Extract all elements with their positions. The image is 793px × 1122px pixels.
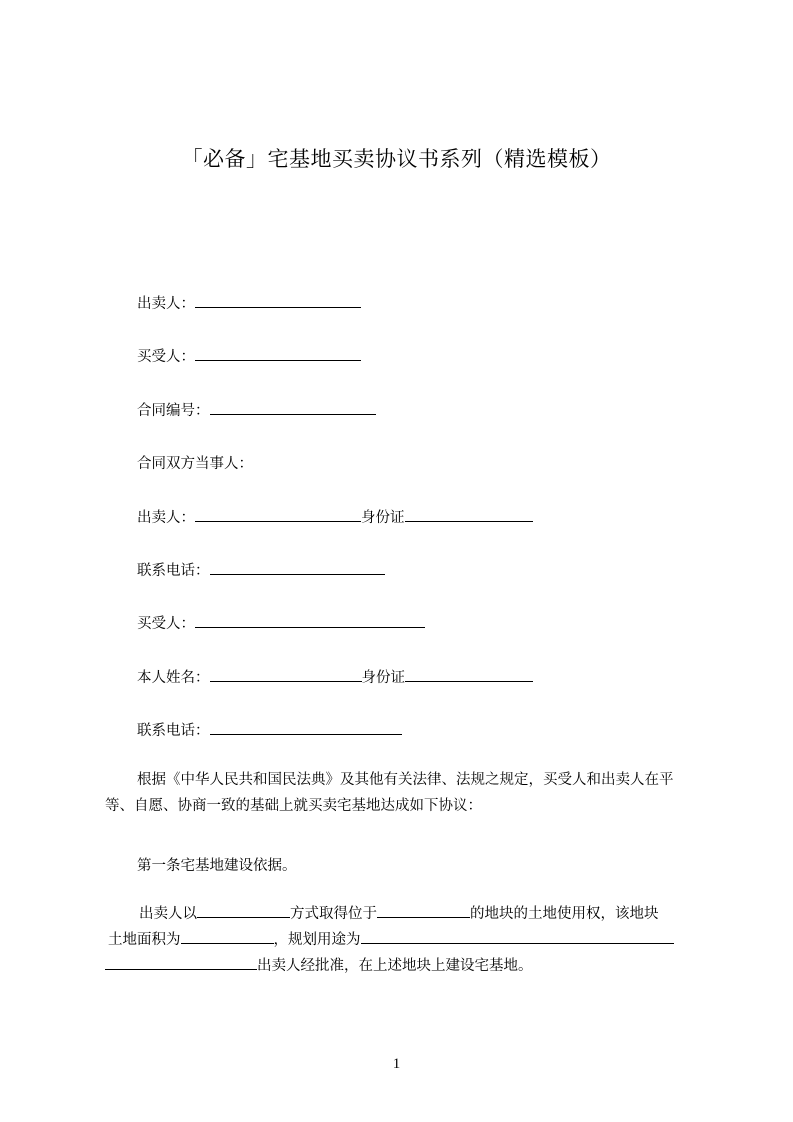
contract-no-line	[137, 399, 376, 420]
article1-text-2: 方式取得位于	[290, 906, 377, 922]
name-line	[137, 666, 533, 687]
parties-line	[137, 452, 253, 473]
page-number: 1	[392, 1056, 401, 1072]
article1-text-6: 出卖人经批准，在上述地块上建设宅基地。	[257, 958, 533, 974]
phone2-label: 联系电话：	[137, 723, 210, 739]
article1-text-4: 土地面积为	[108, 932, 181, 948]
article1-heading: 第一条宅基地建设依据。	[137, 858, 297, 874]
parties-label: 合同双方当事人：	[137, 456, 253, 472]
area-blank[interactable]	[181, 929, 274, 944]
id-card2-blank[interactable]	[405, 667, 533, 682]
name-blank[interactable]	[210, 667, 362, 682]
id-card-blank[interactable]	[405, 507, 533, 522]
phone2-blank[interactable]	[210, 720, 402, 735]
seller-line	[137, 292, 361, 313]
buyer-blank[interactable]	[195, 346, 361, 361]
buyer-label: 买受人：	[137, 349, 195, 365]
buyer2-label: 买受人：	[137, 616, 195, 632]
id-card-label: 身份证	[361, 510, 405, 526]
article1-text-3: 的地块的土地使用权，该地块	[470, 906, 659, 922]
seller2-blank[interactable]	[195, 507, 361, 522]
use-blank[interactable]	[361, 929, 674, 944]
use-blank-cont[interactable]	[105, 955, 257, 970]
article1-text-1: 出卖人以	[139, 906, 197, 922]
article1-row3	[105, 953, 700, 979]
phone-blank[interactable]	[210, 560, 385, 575]
seller-blank[interactable]	[195, 293, 361, 308]
seller2-line	[137, 506, 533, 527]
article1-row2	[105, 927, 700, 953]
seller2-label: 出卖人：	[137, 510, 195, 526]
contract-no-label: 合同编号：	[137, 403, 210, 419]
seller-label: 出卖人：	[137, 296, 195, 312]
name-label: 本人姓名：	[137, 670, 210, 686]
article1-paragraph	[105, 901, 700, 979]
phone2-line	[137, 719, 402, 740]
phone-line	[137, 559, 385, 580]
intro-paragraph: 根据《中华人民共和国民法典》及其他有关法律、法规之规定，买受人和出卖人在平等、自愿、协商一致的基础上就买卖宅基地达成如下协议：	[105, 772, 674, 814]
location-blank[interactable]	[377, 903, 470, 918]
buyer-line	[137, 345, 361, 366]
acquire-method-blank[interactable]	[197, 903, 290, 918]
buyer2-line	[137, 612, 425, 633]
article1-text-5: ，规划用途为	[273, 932, 361, 948]
phone-label: 联系电话：	[137, 563, 210, 579]
document-title: 「必备」宅基地买卖协议书系列（精选模板）	[181, 147, 612, 171]
article1-row1	[105, 901, 700, 927]
id-card2-label: 身份证	[361, 670, 405, 686]
buyer2-blank[interactable]	[195, 613, 425, 628]
contract-no-blank[interactable]	[210, 400, 376, 415]
